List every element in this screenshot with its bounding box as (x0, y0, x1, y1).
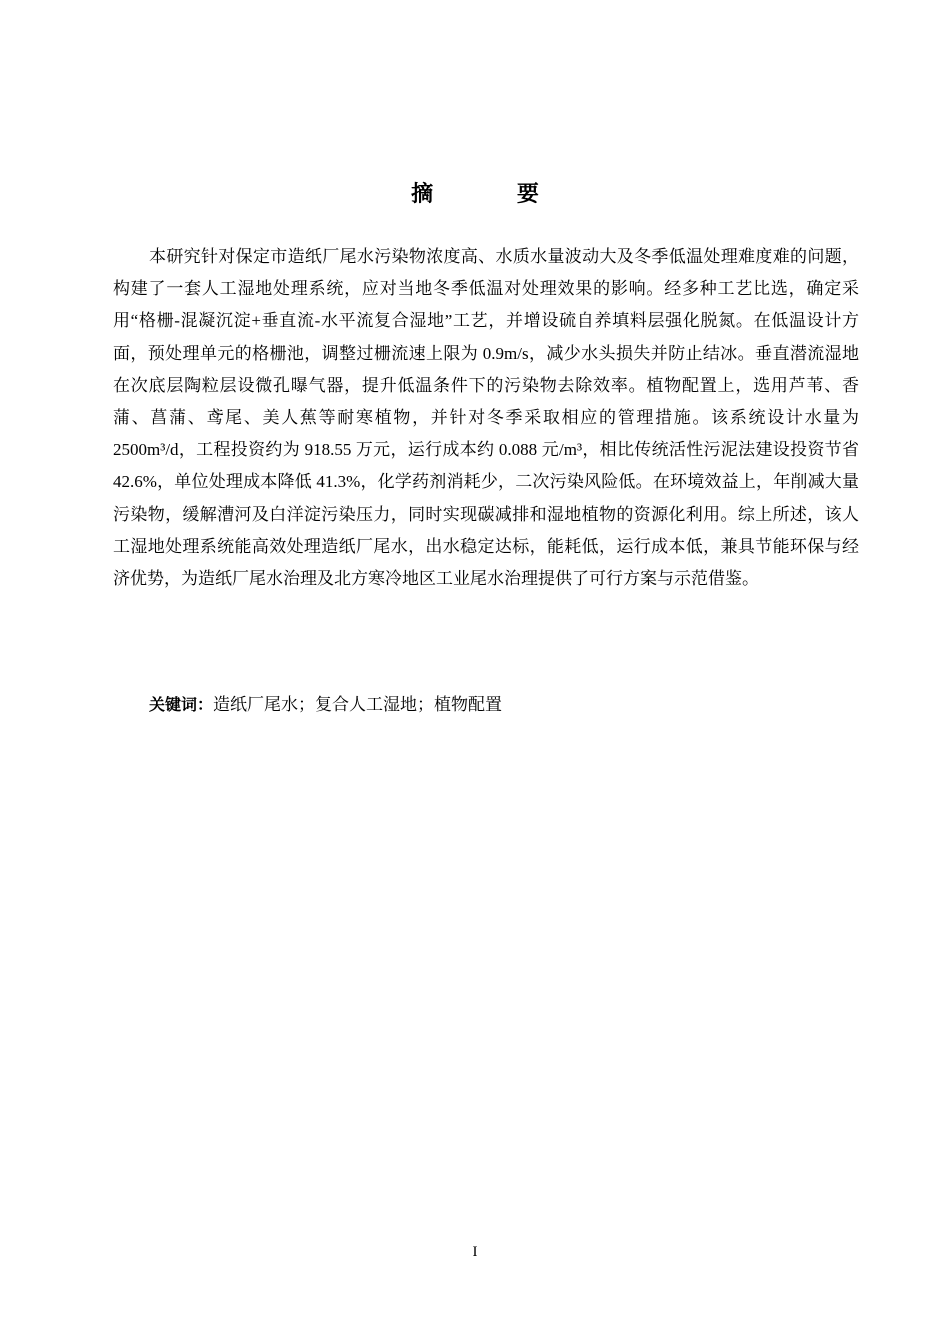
keywords-label: 关键词： (149, 695, 214, 714)
keywords-line (113, 689, 859, 721)
keywords-text: 造纸厂尾水；复合人工湿地；植物配置 (213, 695, 503, 714)
abstract-title: 摘 要 (411, 182, 577, 207)
abstract-body: 本研究针对保定市造纸厂尾水污染物浓度高、水质水量波动大及冬季低温处理难度难的问题，构建了一套人工湿地处理系统，应对当地冬季低温对处理效果的影响。经多种工艺比选，确定采用“格栅-混凝沉淀+垂直流-水平流复合湿地”工艺，并增设硫自养填料层强化脱氮。在低温设计方面，预处理单元的格栅池，调整过栅流速上限为 0.9m/s，减少水头损失并防止结冰。垂直潜流湿地在次底层陶粒层设微孔曝气器，提升低温条件下的污染物去除效率。植物配置上，选用芦苇、香蒲、菖蒲、鸢尾、美人蕉等耐寒植物，并针对冬季采取相应的管理措施。该系统设计水量为 2500m³/d，工程投资约为 918.55 万元，运行成本约 0.088 元/m³，相比传统活性污泥法建设投资节省 42.6%，单位处理成本降低 41.3%，化学药剂消耗少，二次污染风险低。在环境效益上，年削减大量污染物，缓解漕河及白洋淀污染压力，同时实现碳减排和湿地植物的资源化利用。综上所述，该人工湿地处理系统能高效处理造纸厂尾水，出水稳定达标，能耗低，运行成本低，兼具节能环保与经济优势，为造纸厂尾水治理及北方寒冷地区工业尾水治理提供了可行方案与示范借鉴。 (113, 247, 859, 589)
page-number: I (472, 1244, 478, 1260)
